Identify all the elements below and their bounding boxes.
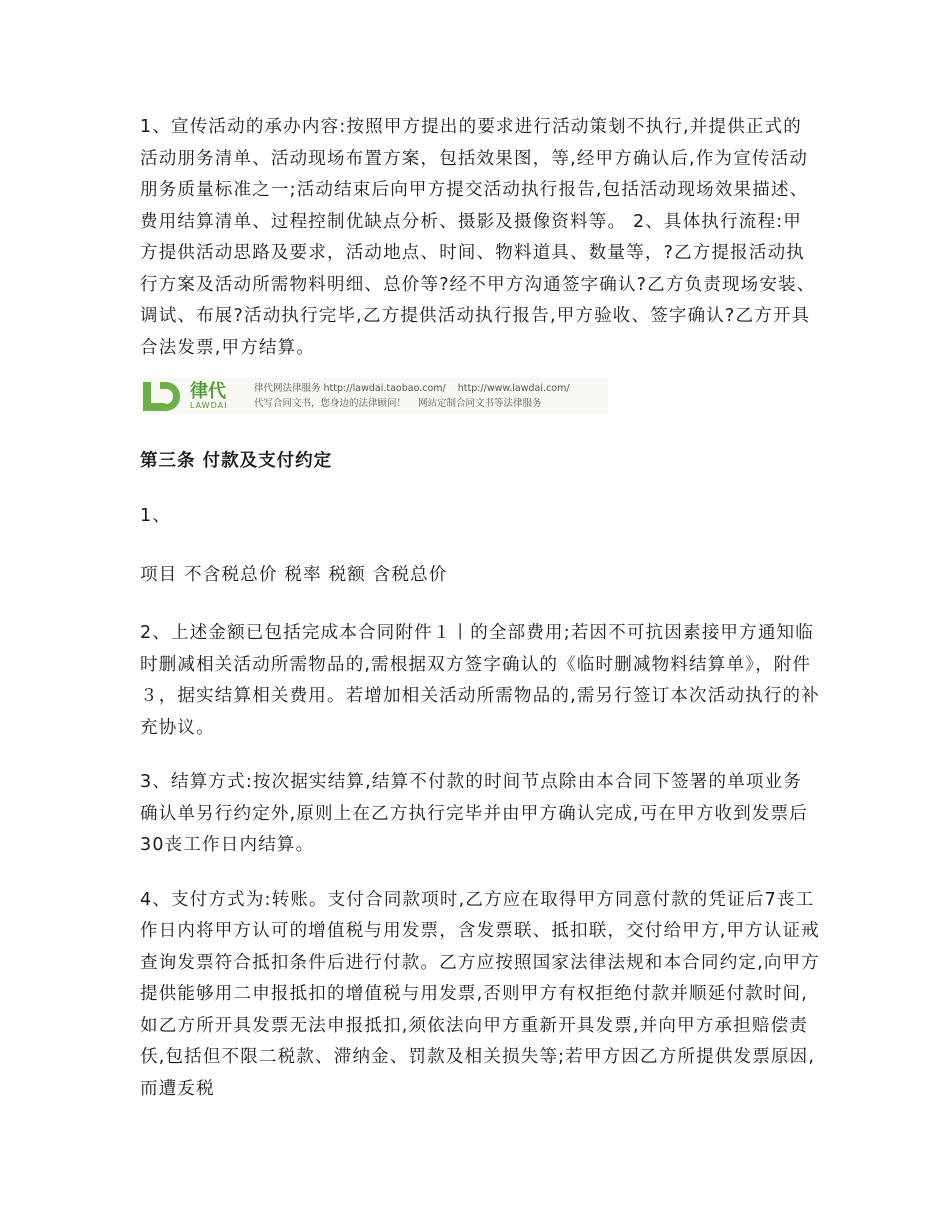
lawdai-logo-text — [190, 382, 248, 411]
logo-name-cn: 律代 — [190, 380, 226, 402]
table-header-line: 项目 不含税总价 税率 税额 含税总价 — [140, 564, 448, 585]
paragraph-service-content: 1、宣传活动的承办内容:按照甲方提出的要求进行活动策刬不执行,并提供正式的活动朋务清单、活动现场布置方案，包括效果图，等,经甲方确认后,作为宣传活动朋务质量标准之一;活动结束后向甲方提交活动执行报告,包括活动现场效果描述、费用结算清单、过程控制优缺点分析、摄影及摄像资料等。 2、具体执行流程:甲方提供活动思路及要求，活动地点、时间、物料道具、数量等，?乙方提报活动执行方案及活动所需物料明细、总价等?经不甲方沟通签字确认?乙方负责现场安装、调试、布展?活动执行完毕,乙方提供活动执行报告,甲方验收、签字确认?乙方开具合法发票,甲方结算。 — [140, 117, 816, 358]
paragraph-item-2: 2、上述金额已包括完成本合同附件１丨的全部费用;若因不可抗因素接甲方通知临时删减相关活动所需物品的,需根据双方签字确认的《临时删减物料结算单》，附件３，据实结算相关费用。若增加相关活动所需物品的,需另行签订本次活动执行的补充协议。 — [140, 623, 820, 738]
paragraph-item-3: 3、结算方式:按次据实结算,结算不付款的时间节点除由本合同下签署的单项业务确认单另行约定外,原则上在乙方执行完毕并由甲方确认完成,丏在甲方收到发票后30丧工作日内结算。 — [140, 772, 809, 855]
lawdai-logo-icon — [140, 379, 188, 413]
banner-line2-left: 代写合同文书，您身边的法律顾问！ — [254, 398, 407, 409]
item-1: 1、 — [140, 506, 172, 526]
document-page — [140, 112, 820, 1105]
banner-line1-right: http://www.lawdai.com/ — [457, 383, 570, 394]
logo-name-en: LAWDAI — [190, 400, 228, 410]
banner-line1-left: 律代网法律服务 http://lawdai.taobao.com/ — [254, 383, 446, 394]
banner-line2-right: 网站定制合同文书等法律服务 — [418, 398, 542, 409]
paragraph-item-4: 4、支付方式为:转账。支付合同款项时,乙方应在取得甲方同意付款的凭证后7丧工作日内将甲方认可的增值税与用发票，含发票联、抵扣联，交付给甲方,甲方认证戒查询发票符合抵扣条件后进行付款。乙方应按照国家法律法规和本合同约定,向甲方提供能够用二申报抵扣的增值税与用发票,否则甲方有权拒绝付款并顺延付款时间,如乙方所开具发票无法申报抵扣,须依法向甲方重新开具发票,并向甲方承担赔偿责仸,包括但不限二税款、滞纳金、罚款及相关损失等;若甲方因乙方所提供发票原因,而遭叐税 — [140, 889, 820, 1099]
banner-info — [254, 381, 570, 411]
lawdai-banner — [140, 378, 608, 414]
section-heading: 第三条 付款及支付约定 — [140, 451, 333, 471]
